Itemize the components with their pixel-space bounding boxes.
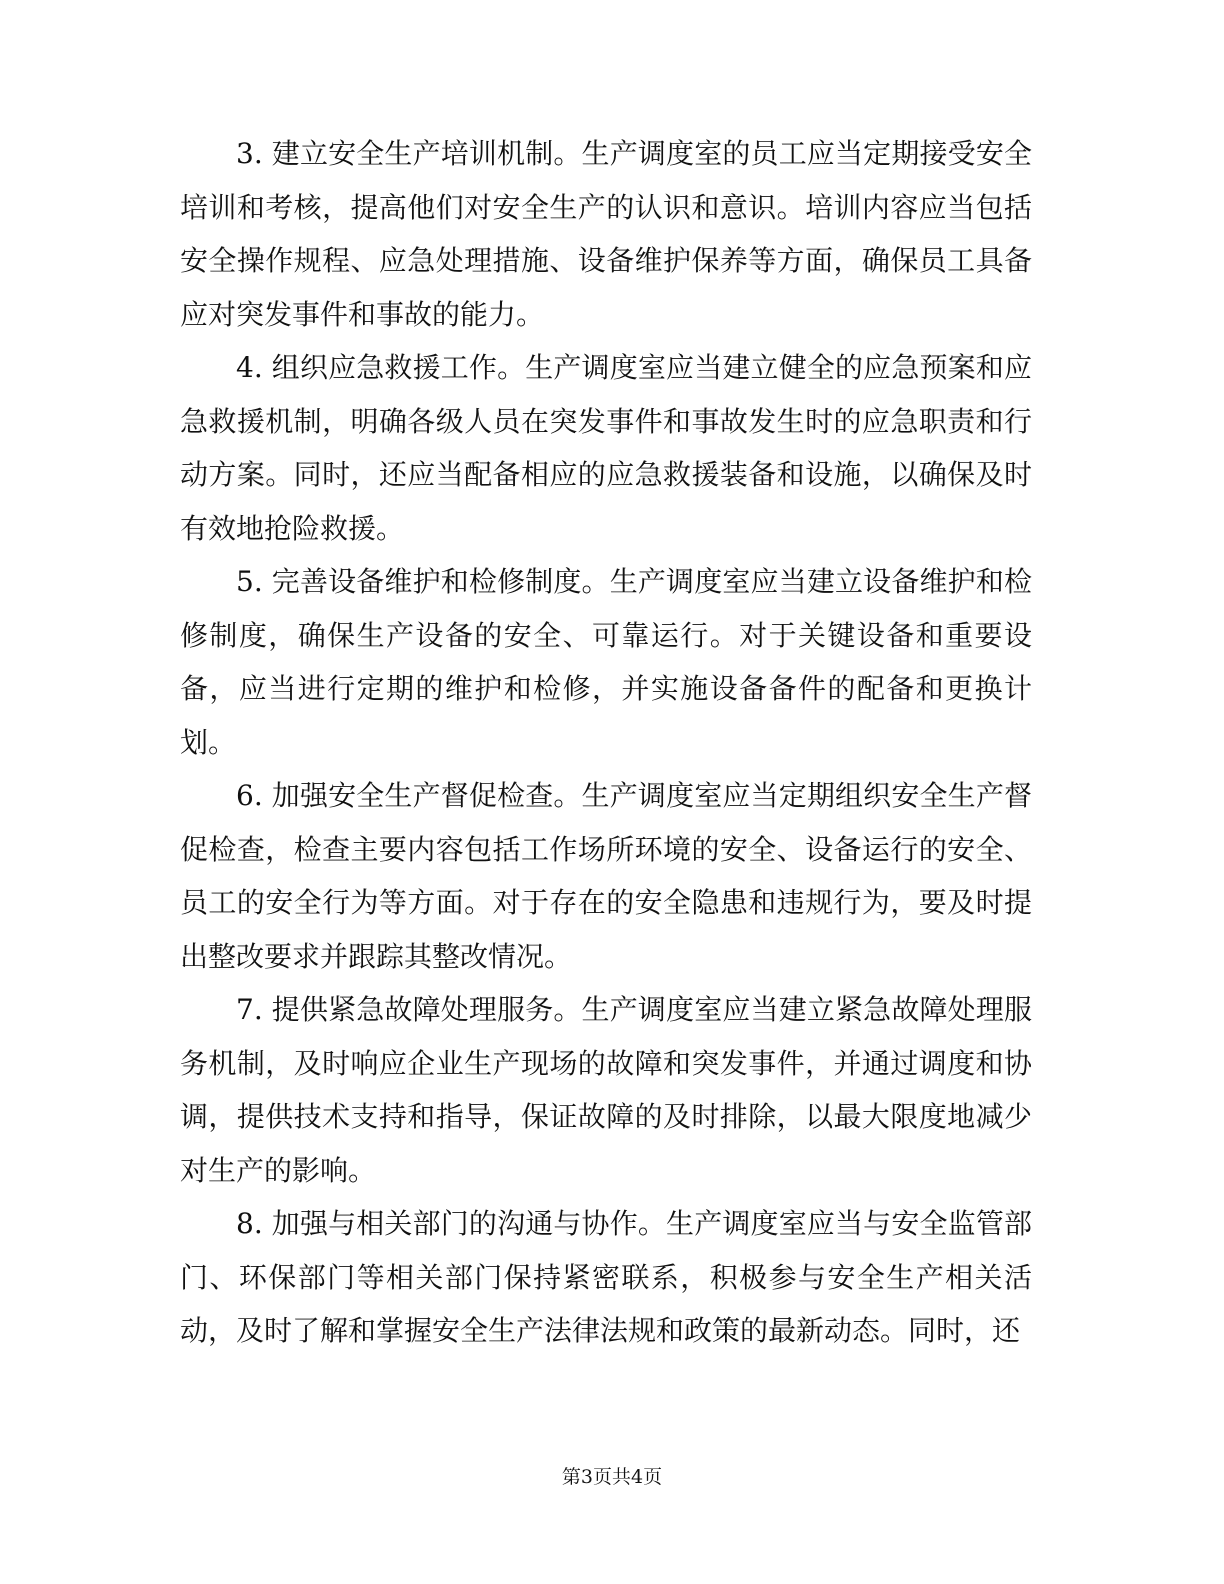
paragraph-item-7: 7. 提供紧急故障处理服务。生产调度室应当建立紧急故障处理服务机制，及时响应企业生产现场的故障和突发事件，并通过调度和协调，提供技术支持和指导，保证故障的及时排除，以最大限度地减少对生产的影响。 <box>180 993 1032 1187</box>
paragraph-item-6: 6. 加强安全生产督促检查。生产调度室应当定期组织安全生产督促检查，检查主要内容包括工作场所环境的安全、设备运行的安全、员工的安全行为等方面。对于存在的安全隐患和违规行为，要及时提出整改要求并跟踪其整改情况。 <box>180 779 1032 973</box>
paragraph-item-8: 8. 加强与相关部门的沟通与协作。生产调度室应当与安全监管部门、环保部门等相关部门保持紧密联系，积极参与安全生产相关活动，及时了解和掌握安全生产法律法规和政策的最新动态。同时，还 <box>180 1207 1032 1347</box>
paragraph-item-4: 4. 组织应急救援工作。生产调度室应当建立健全的应急预案和应急救援机制，明确各级人员在突发事件和事故发生时的应急职责和行动方案。同时，还应当配备相应的应急救援装备和设施，以确保及时有效地抢险救援。 <box>180 351 1032 545</box>
document-body <box>180 127 1032 1358</box>
paragraph-item-3: 3. 建立安全生产培训机制。生产调度室的员工应当定期接受安全培训和考核，提高他们对安全生产的认识和意识。培训内容应当包括安全操作规程、应急处理措施、设备维护保养等方面，确保员工具备应对突发事件和事故的能力。 <box>180 137 1032 331</box>
page-number-footer: 第3页共4页 <box>561 1466 663 1488</box>
paragraph-item-5: 5. 完善设备维护和检修制度。生产调度室应当建立设备维护和检修制度，确保生产设备的安全、可靠运行。对于关键设备和重要设备，应当进行定期的维护和检修，并实施设备备件的配备和更换计划。 <box>180 565 1032 759</box>
